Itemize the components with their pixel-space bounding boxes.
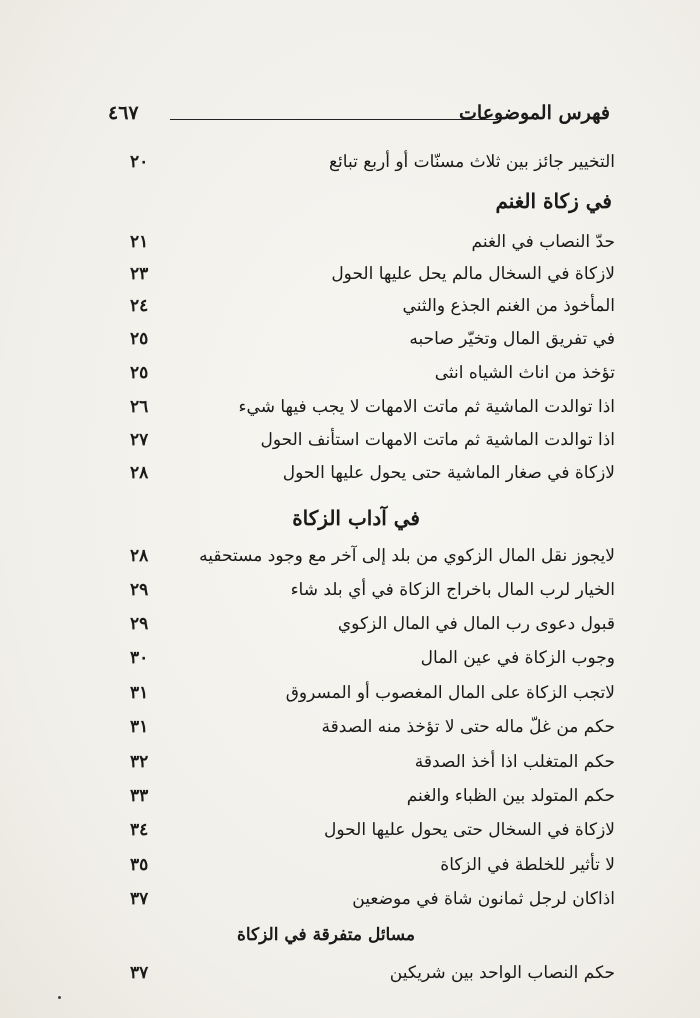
entry-page: ٢٤: [130, 296, 149, 316]
header-rule: [170, 119, 498, 120]
index-entry: [130, 963, 615, 993]
entry-text: لا تأثير للخلطة في الزكاة: [440, 855, 615, 875]
entry-text: تؤخذ من اناث الشياه انثى: [434, 363, 615, 383]
index-entry: [130, 820, 615, 850]
index-entry: [130, 580, 615, 610]
entry-text: لازكاة في السخال مالم يحل عليها الحول: [331, 264, 615, 284]
entry-page: ٣٧: [130, 889, 149, 909]
index-entry: [130, 397, 615, 427]
entry-text: لاتجب الزكاة على المال المغصوب أو المسروق: [285, 683, 615, 703]
entry-text: حكم المتغلب اذا أخذ الصدقة: [414, 752, 615, 772]
entry-text: الخيار لرب المال باخراج الزكاة في أي بلد شاء: [290, 580, 615, 600]
entry-page: ٢٥: [130, 363, 149, 383]
entry-page: ٢٠: [130, 152, 149, 172]
index-entry: [130, 463, 615, 493]
paper-speck: [58, 996, 61, 999]
entry-text: حكم من غلّ ماله حتى لا تؤخذ منه الصدقة: [321, 717, 615, 737]
entry-page: ٢٩: [130, 614, 149, 634]
index-entry: [130, 855, 615, 885]
index-entry: [130, 329, 615, 359]
entry-page: ٣٠: [130, 648, 149, 668]
header-title: فهرس الموضوعات: [459, 102, 610, 124]
index-entry: [130, 363, 615, 393]
entry-text: حدّ النصاب في الغنم: [471, 232, 615, 252]
index-entry: [130, 648, 615, 678]
entry-text: المأخوذ من الغنم الجذع والثني: [402, 296, 615, 316]
entry-page: ٢٦: [130, 397, 149, 417]
entry-page: ٣٧: [130, 963, 149, 983]
entry-text: قبول دعوى رب المال في المال الزكوي: [337, 614, 615, 634]
entry-page: ٢٥: [130, 329, 149, 349]
entry-page: ٢٩: [130, 580, 149, 600]
entry-page: ٢٣: [130, 264, 149, 284]
index-entry: [130, 752, 615, 782]
entry-page: ٢٨: [130, 463, 149, 483]
index-entry: [130, 786, 615, 816]
index-entry: [130, 683, 615, 713]
index-entry: [130, 296, 615, 326]
entry-page: ٢٧: [130, 430, 149, 450]
entry-text: في تفريق المال وتخيّر صاحبه: [409, 329, 615, 349]
entry-text: اذا توالدت الماشية ثم ماتت الامهات استأنف الحول: [260, 430, 615, 450]
entry-text: وجوب الزكاة في عين المال: [420, 648, 615, 668]
entry-text: حكم المتولد بين الظباء والغنم: [406, 786, 615, 806]
entry-text: حكم النصاب الواحد بين شريكين: [389, 963, 615, 983]
entry-text: لايجوز نقل المال الزكوي من بلد إلى آخر مع وجود مستحقيه: [199, 546, 615, 566]
header-page-number: ٤٦٧: [108, 102, 139, 124]
entry-text: لازكاة في السخال حتى يحول عليها الحول: [324, 820, 615, 840]
entry-page: ٣٣: [130, 786, 149, 806]
section-title: في زكاة الغنم: [495, 189, 612, 213]
entry-page: ٣٢: [130, 752, 149, 772]
index-entry: [130, 152, 615, 182]
section-title: في آداب الزكاة: [292, 506, 420, 530]
section-title: مسائل متفرقة في الزكاة: [236, 925, 415, 945]
entry-page: ٣٤: [130, 820, 149, 840]
page-header: [108, 102, 610, 132]
entry-page: ٢١: [130, 232, 149, 252]
entry-text: اذاكان لرجل ثمانون شاة في موضعين: [352, 889, 615, 909]
index-entry: [130, 546, 615, 576]
index-entry: [130, 264, 615, 294]
index-entry: [130, 232, 615, 262]
entry-text: التخيير جائز بين ثلاث مسنّات أو أربع تبائع: [328, 152, 615, 172]
index-entry: [130, 889, 615, 919]
entry-page: ٣٥: [130, 855, 149, 875]
entry-page: ٣١: [130, 717, 149, 737]
index-entry: [130, 614, 615, 644]
index-entry: [130, 717, 615, 747]
entry-page: ٣١: [130, 683, 149, 703]
index-entry: [130, 430, 615, 460]
entry-text: لازكاة في صغار الماشية حتى يحول عليها الحول: [282, 463, 615, 483]
entry-text: اذا توالدت الماشية ثم ماتت الامهات لا يجب فيها شيء: [238, 397, 615, 417]
entry-page: ٢٨: [130, 546, 149, 566]
